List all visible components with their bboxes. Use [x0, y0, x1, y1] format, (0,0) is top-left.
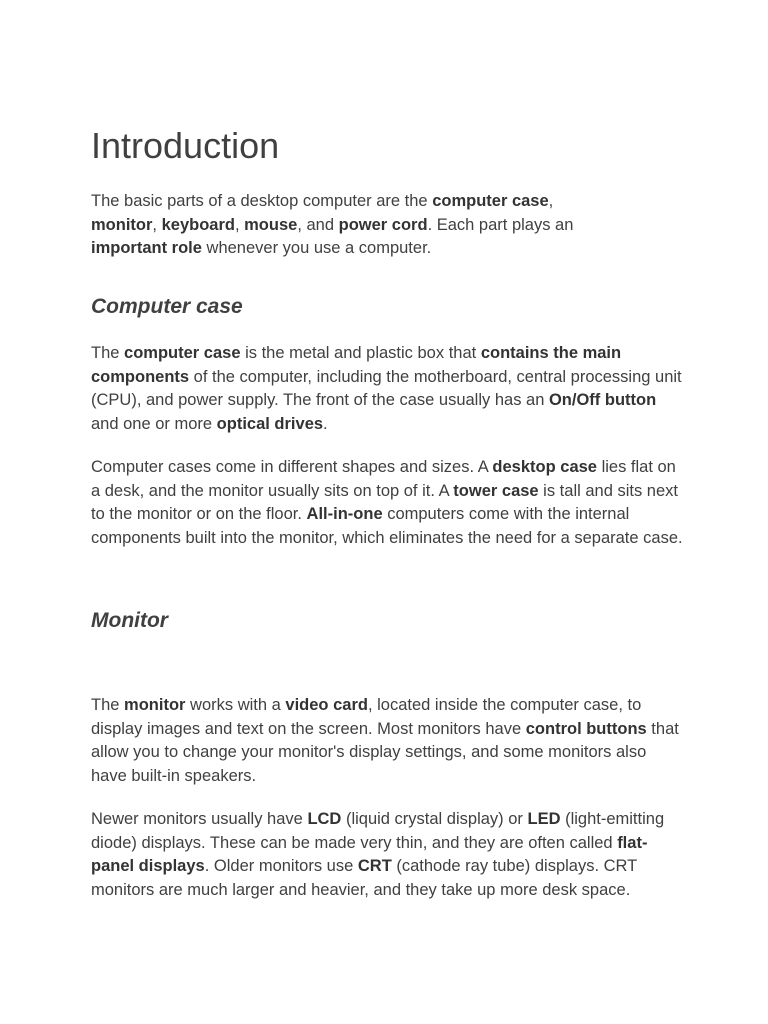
mon-p1-text-4: that allow you to change your monitor's display settings, and some monitors also have built-in speakers.	[91, 719, 679, 786]
mon-p2-bold-4: CRT	[357, 857, 392, 876]
intro-bold-mouse: mouse	[244, 215, 298, 234]
mon-p1-text-2: works with a	[185, 696, 286, 714]
mon-p2-bold-2: LED	[527, 810, 561, 828]
intro-text-6: . Each part plays an	[427, 215, 574, 234]
case-p2-bold-1: desktop case	[492, 458, 597, 476]
case-p1-text-2: is the metal and plastic box that	[240, 344, 481, 362]
intro-text-2: ,	[548, 192, 554, 210]
mon-p2-text-4: . Older monitors use	[204, 857, 358, 876]
case-p1-bold-2: contains the main components	[91, 344, 622, 386]
case-p1-text-1: The	[91, 344, 125, 362]
intro-text-3: ,	[152, 215, 162, 234]
intro-text-1: The basic parts of a desktop computer are the	[91, 192, 433, 210]
case-p1-text-3: of the computer, including the motherboard, central processing unit (CPU), and power supply. The front of the case usually has an	[91, 367, 682, 410]
intro-text-7: whenever you use a computer.	[201, 239, 432, 258]
mon-p2-bold-3: flat-panel displays	[91, 833, 648, 876]
intro-bold-power-cord: power cord	[338, 215, 428, 234]
case-p1-text-5: .	[323, 415, 328, 434]
monitor-paragraph-1	[91, 694, 683, 789]
mon-p1-bold-2: video card	[285, 696, 368, 714]
monitor-paragraph-2	[91, 808, 683, 903]
intro-bold-computer-case: computer case	[432, 192, 549, 210]
intro-bold-keyboard: keyboard	[161, 215, 235, 234]
case-p1-bold-1: computer case	[124, 344, 241, 362]
mon-p1-bold-1: monitor	[124, 696, 186, 714]
mon-p1-text-3: , located inside the computer case, to display images and text on the screen. Most monitors have	[91, 696, 642, 738]
case-p2-text-3: is tall and sits next to the monitor or on the floor.	[91, 481, 678, 524]
computer-case-paragraph-2	[91, 456, 683, 551]
case-p2-bold-2: tower case	[453, 481, 539, 500]
case-p1-bold-3: On/Off button	[548, 391, 657, 410]
intro-paragraph	[91, 190, 621, 261]
mon-p1-bold-3: control buttons	[525, 719, 647, 738]
intro-bold-important-role: important role	[91, 239, 202, 258]
computer-case-paragraph-1	[91, 342, 686, 437]
case-p2-text-2: lies flat on a desk, and the monitor usually sits on top of it. A	[91, 458, 676, 500]
intro-text-5: , and	[297, 215, 339, 234]
section-heading-computer-case: Computer case	[91, 295, 243, 318]
mon-p1-text-1: The	[91, 696, 125, 714]
mon-p2-text-3: (light-emitting diode) displays. These can be made very thin, and they are often called	[91, 810, 665, 852]
page-title: Introduction	[91, 125, 280, 166]
case-p2-bold-3: All-in-one	[306, 505, 383, 524]
case-p2-text-1: Computer cases come in different shapes and sizes. A	[91, 458, 493, 476]
mon-p2-text-1: Newer monitors usually have	[91, 810, 308, 828]
mon-p2-text-2: (liquid crystal display) or	[341, 810, 528, 828]
mon-p2-bold-1: LCD	[307, 810, 342, 828]
case-p1-bold-4: optical drives	[216, 415, 324, 434]
intro-text-4: ,	[234, 215, 245, 234]
case-p1-text-4: and one or more	[91, 415, 217, 434]
mon-p2-text-5: (cathode ray tube) displays. CRT monitors are much larger and heavier, and they take up more desk space.	[91, 857, 637, 900]
section-heading-monitor: Monitor	[91, 609, 168, 632]
intro-bold-monitor: monitor	[91, 215, 153, 234]
case-p2-text-4: computers come with the internal components built into the monitor, which eliminates the need for a separate case.	[91, 505, 683, 548]
